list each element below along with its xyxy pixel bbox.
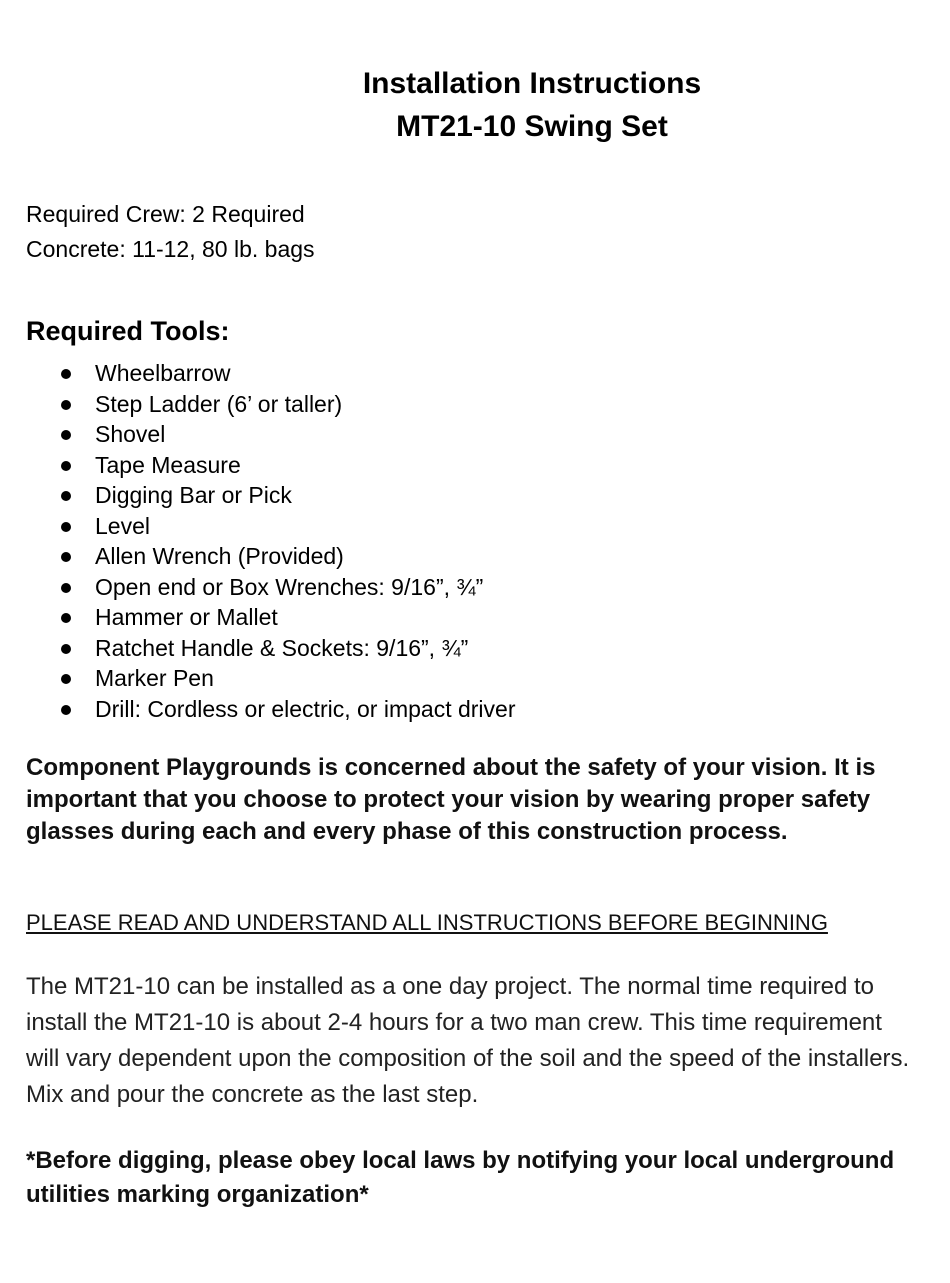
required-crew: Required Crew: 2 Required: [26, 201, 305, 227]
read-instructions-notice: PLEASE READ AND UNDERSTAND ALL INSTRUCTIONS BEFORE BEGINNING: [26, 910, 828, 935]
tool-label: Level: [95, 512, 150, 539]
list-item: [0, 389, 515, 420]
bullet-icon: [61, 430, 71, 440]
tool-label: Shovel: [95, 421, 166, 447]
intro-paragraph: The MT21-10 can be installed as a one day project. The normal time required to install the MT21-10 is about 2-4 hours for a two man crew. This time requirement will vary dependent upon the composition of the soil and the speed of the installers. Mix and pour the concrete as the last step.: [26, 973, 910, 1108]
list-item: [0, 450, 515, 481]
tool-label: Tape Measure: [95, 451, 241, 478]
bullet-icon: [61, 705, 71, 715]
document-subtitle: MT21-10 Swing Set: [396, 110, 668, 143]
list-item: [0, 358, 515, 389]
list-item: [0, 572, 515, 603]
bullet-icon: [61, 461, 71, 471]
bullet-icon: [61, 491, 71, 501]
tool-label: Drill: Cordless or electric, or impact driver: [95, 695, 516, 722]
tool-label: Ratchet Handle & Sockets: 9/16”, ¾”: [95, 634, 469, 661]
list-item: [0, 633, 515, 664]
tools-list: [0, 358, 515, 724]
tool-label: Step Ladder (6’ or taller): [95, 390, 343, 417]
list-item: [0, 419, 515, 450]
bullet-icon: [61, 583, 71, 593]
list-item: [0, 694, 515, 725]
tool-label: Allen Wrench (Provided): [95, 543, 344, 569]
digging-warning: *Before digging, please obey local laws by notifying your local underground utilities marking organization*: [26, 1147, 895, 1208]
tool-label: Hammer or Mallet: [95, 604, 278, 630]
list-item: [0, 541, 515, 572]
tools-heading: Required Tools:: [26, 316, 230, 346]
bullet-icon: [61, 613, 71, 623]
list-item: [0, 663, 515, 694]
bullet-icon: [61, 644, 71, 654]
bullet-icon: [61, 369, 71, 379]
bullet-icon: [61, 522, 71, 532]
tool-label: Wheelbarrow: [95, 360, 231, 386]
tool-label: Digging Bar or Pick: [95, 482, 292, 508]
document-title: Installation Instructions: [362, 67, 702, 100]
list-item: [0, 480, 515, 511]
bullet-icon: [61, 674, 71, 684]
concrete-requirement: Concrete: 11-12, 80 lb. bags: [26, 236, 315, 262]
bullet-icon: [61, 552, 71, 562]
tool-label: Marker Pen: [95, 665, 214, 691]
tool-label: Open end or Box Wrenches: 9/16”, ¾”: [95, 573, 484, 600]
list-item: [0, 511, 515, 542]
list-item: [0, 602, 515, 633]
safety-paragraph: Component Playgrounds is concerned about the safety of your vision. It is important that you choose to protect your vision by wearing proper safety glasses during each and every phase of this construction process.: [26, 754, 876, 845]
bullet-icon: [61, 400, 71, 410]
